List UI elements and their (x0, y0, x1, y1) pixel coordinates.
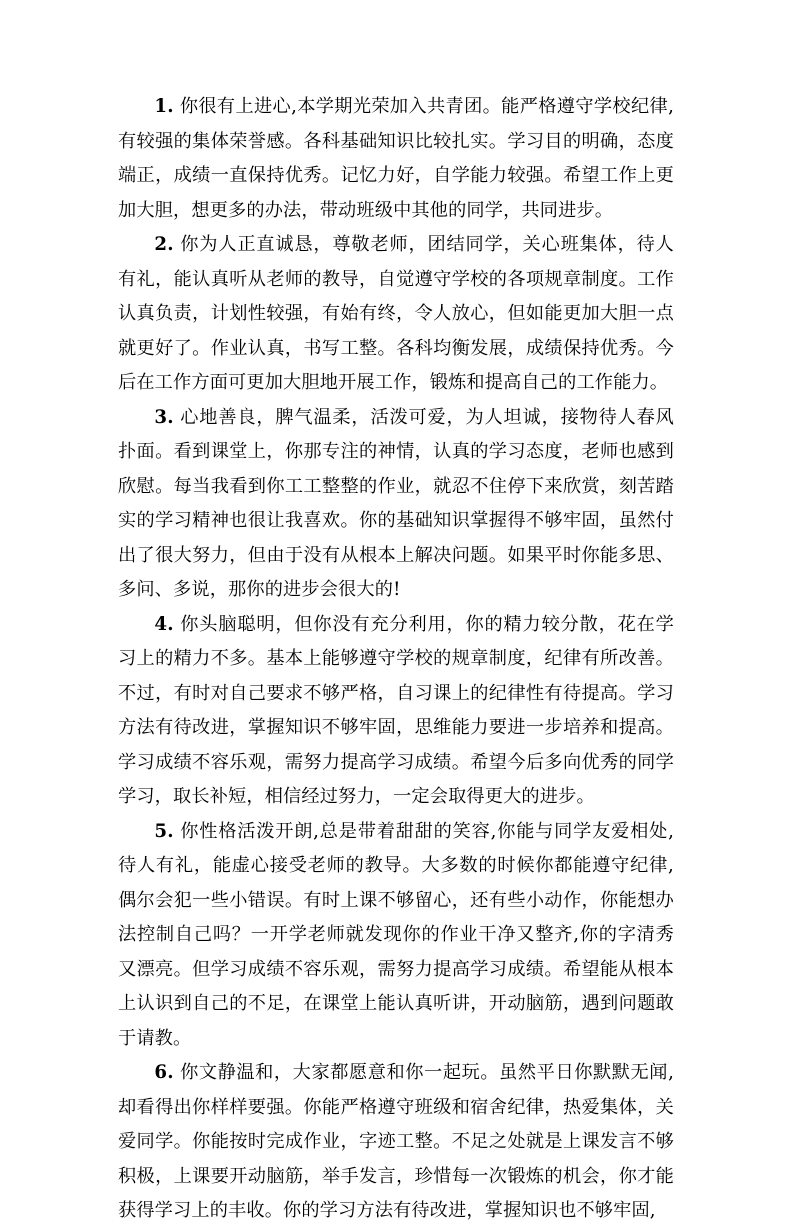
paragraph-3 (118, 401, 674, 608)
paragraph-4 (118, 608, 674, 815)
paragraph-text: 你很有上进心,本学期光荣加入共青团。能严格遵守学校纪律,有较强的集体荣誉感。各科基础知识比较扎实。学习目的明确，态度端正，成绩一直保持优秀。记忆力好，自学能力较强。希望工作上更加大胆，想更多的办法，带动班级中其他的同学，共同进步。 (118, 96, 674, 221)
paragraph-number: 2. (154, 234, 174, 255)
paragraph-1 (118, 90, 674, 228)
paragraph-2 (118, 228, 674, 401)
paragraph-number: 1. (154, 96, 174, 117)
paragraph-number: 5. (154, 820, 174, 842)
paragraph-5 (118, 815, 674, 1057)
paragraph-text: 你为人正直诚恳，尊敬老师，团结同学，关心班集体，待人有礼，能认真听从老师的教导，自觉遵守学校的各项规章制度。工作认真负责，计划性较强，有始有终，令人放心，但如能更加大胆一点就更好了。作业认真，书写工整。各科均衡发展，成绩保持优秀。今后在工作方面可更加大胆地开展工作，锻炼和提高自己的工作能力。 (118, 234, 674, 393)
paragraph-number: 4. (154, 613, 174, 635)
document-page (118, 90, 674, 1229)
paragraph-number: 3. (154, 406, 174, 428)
paragraph-text: 心地善良，脾气温柔，活泼可爱，为人坦诚，接物待人春风扑面。看到课堂上，你那专注的神情，认真的学习态度，老师也感到欣慰。每当我看到你工工整整的作业，就忍不住停下来欣赏，刻苦踏实的学习精神也很让我喜欢。你的基础知识掌握得不够牢固，虽然付出了很大努力，但由于没有从根本上解决问题。如果平时你能多思、多问、多说，那你的进步会很大的! (118, 406, 674, 600)
paragraph-number: 6. (154, 1062, 174, 1083)
paragraph-text: 你头脑聪明，但你没有充分利用，你的精力较分散，花在学习上的精力不多。基本上能够遵守学校的规章制度，纪律有所改善。不过，有时对自己要求不够严格，自习课上的纪律性有待提高。学习方法有待改进，掌握知识不够牢固，思维能力要进一步培养和提高。学习成绩不容乐观，需努力提高学习成绩。希望今后多向优秀的同学学习，取长补短，相信经过努力，一定会取得更大的进步。 (118, 613, 674, 807)
paragraph-text: 你性格活泼开朗,总是带着甜甜的笑容,你能与同学友爱相处,待人有礼，能虚心接受老师的教导。大多数的时候你都能遵守纪律,偶尔会犯一些小错误。有时上课不够留心，还有些小动作，你能想办法控制自己吗？一开学老师就发现你的作业干净又整齐,你的字清秀又漂亮。但学习成绩不容乐观，需努力提高学习成绩。希望能从根本上认识到自己的不足，在课堂上能认真听讲，开动脑筋，遇到问题敢于请教。 (118, 820, 675, 1049)
paragraph-text: 你文静温和，大家都愿意和你一起玩。虽然平日你默默无闻,却看得出你样样要强。你能严格遵守班级和宿舍纪律，热爱集体，关爱同学。你能按时完成作业，字迹工整。不足之处就是上课发言不够积极，上课要开动脑筋，举手发言，珍惜每一次锻炼的机会，你才能获得学习上的丰收。你的学习方法有待改进，掌握知识也不够牢固, (118, 1062, 674, 1221)
paragraph-6 (118, 1056, 674, 1229)
